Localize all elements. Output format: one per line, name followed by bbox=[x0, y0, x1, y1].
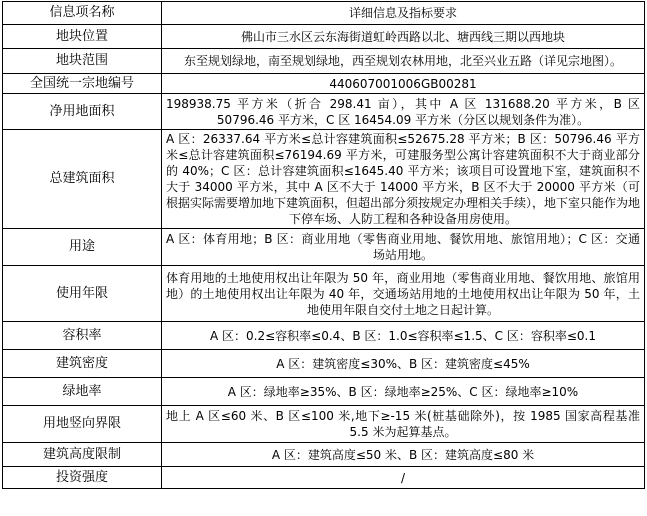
table-row bbox=[3, 443, 645, 467]
row-value-cell: 地上 A 区≤60 米、B 区≤100 米,地下≥-15 米(桩基础除外)，按 1985 国家高程基准 5.5 米为起算基点。 bbox=[162, 406, 645, 443]
row-value-cell: A 区：建筑密度≤30%、B 区：建筑密度≤45% bbox=[162, 350, 645, 378]
table-row bbox=[3, 49, 645, 74]
row-name-cell: 地块范围 bbox=[3, 49, 162, 74]
row-name-cell: 建筑密度 bbox=[3, 350, 162, 378]
table-row bbox=[3, 130, 645, 229]
row-name-cell: 投资强度 bbox=[3, 467, 162, 489]
row-name-cell: 地块位置 bbox=[3, 25, 162, 49]
row-value-cell: 东至规划绿地，南至规划绿地，西至规划农林用地，北至兴业五路（详见宗地图）。 bbox=[162, 49, 645, 74]
table-row bbox=[3, 94, 645, 130]
table-row bbox=[3, 467, 645, 489]
table-row bbox=[3, 266, 645, 322]
row-value-cell: A 区：建筑高度≤50 米、B 区：建筑高度≤80 米 bbox=[162, 443, 645, 467]
table-row bbox=[3, 406, 645, 443]
row-value-cell: A 区：0.2≤容积率≤0.4、B 区：1.0≤容积率≤1.5、C 区：容积率≤0.1 bbox=[162, 322, 645, 350]
land-info-table bbox=[2, 1, 645, 489]
row-name-cell: 用地竖向界限 bbox=[3, 406, 162, 443]
row-value-cell: A 区：绿地率≥35%、B 区：绿地率≥25%、C 区：绿地率≥10% bbox=[162, 378, 645, 406]
row-name-cell: 建筑高度限制 bbox=[3, 443, 162, 467]
table-row bbox=[3, 378, 645, 406]
table-row bbox=[3, 25, 645, 49]
row-name-cell: 容积率 bbox=[3, 322, 162, 350]
row-value-cell: 佛山市三水区云东海街道虹岭西路以北、塘西线三期以西地块 bbox=[162, 25, 645, 49]
table-header-row bbox=[3, 2, 645, 25]
row-value-cell: A 区：体育用地；B 区：商业用地（零售商业用地、餐饮用地、旅馆用地）；C 区：交通场站用地。 bbox=[162, 229, 645, 266]
table-row bbox=[3, 350, 645, 378]
header-name-cell: 信息项名称 bbox=[3, 2, 162, 25]
table-row bbox=[3, 322, 645, 350]
row-name-cell: 绿地率 bbox=[3, 378, 162, 406]
table-row bbox=[3, 74, 645, 94]
row-value-cell: A 区：26337.64 平方米≤总计容建筑面积≤52675.28 平方米；B 区：50796.46 平方米≤总计容建筑面积≤76194.69 平方米，可建服务型公寓计容建筑面积不大于商业部分的 40%；C 区：总计容建筑面积≤1645.40 平方米；该项目可设置地下室，建筑面积不大于 34000 平方米，其中 A 区不大于 14000 平方米，B 区不大于 20000 平方米（可根据实际需要增加地下建筑面积，但超出部分须按规定办理相关手续），地下室只能作为地下停车场、人防工程和各种设备用房使用。 bbox=[162, 130, 645, 229]
table-row bbox=[3, 229, 645, 266]
row-name-cell: 用途 bbox=[3, 229, 162, 266]
row-value-cell: 440607001006GB00281 bbox=[162, 74, 645, 94]
row-value-cell: / bbox=[162, 467, 645, 489]
row-name-cell: 全国统一宗地编号 bbox=[3, 74, 162, 94]
row-value-cell: 体育用地的土地使用权出让年限为 50 年，商业用地（零售商业用地、餐饮用地、旅馆用地）的土地使用权出让年限为 40 年，交通场站用地的土地使用权出让年限为 50 年，土地使用年限自交付土地之日起计算。 bbox=[162, 266, 645, 322]
row-name-cell: 使用年限 bbox=[3, 266, 162, 322]
row-value-cell: 198938.75 平方米（折合 298.41 亩），其中 A 区 131688.20 平方米，B 区 50796.46 平方米，C 区 16454.09 平方米（分区以规划条件为准）。 bbox=[162, 94, 645, 130]
row-name-cell: 总建筑面积 bbox=[3, 130, 162, 229]
row-name-cell: 净用地面积 bbox=[3, 94, 162, 130]
header-value-cell: 详细信息及指标要求 bbox=[162, 2, 645, 25]
